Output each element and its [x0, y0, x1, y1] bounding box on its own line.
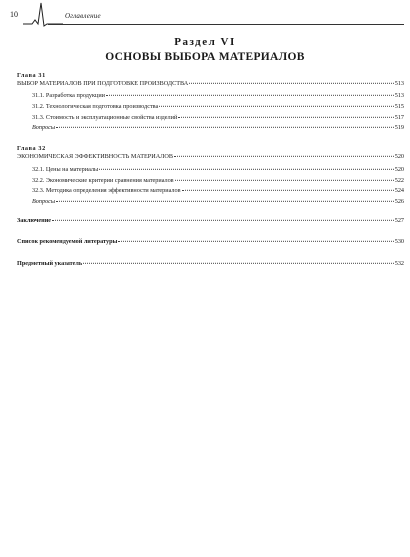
toc-page-number: 519 [394, 124, 404, 131]
toc-item[interactable] [32, 166, 404, 174]
toc-item-title: 32.3. Методика определения эффективности материалов [32, 187, 181, 194]
toc-item-title: 32.2. Экономические критерии сравнения материалов [32, 177, 174, 184]
toc-item-title: Вопросы [32, 124, 56, 131]
dot-leader [159, 106, 393, 107]
toc-page-number: 526 [394, 198, 404, 205]
toc-item-title: Список рекомендуемой литературы [17, 238, 118, 245]
dot-leader [182, 190, 394, 191]
toc-back-matter-entry[interactable] [17, 238, 404, 246]
toc-item-title: Предметный указатель [17, 260, 83, 267]
toc-chapter-title: ЭКОНОМИЧЕСКАЯ ЭФФЕКТИВНОСТЬ МАТЕРИАЛОВ [17, 153, 173, 160]
toc-page-number: 532 [394, 260, 404, 267]
toc-page-number: 513 [394, 92, 404, 99]
toc-back-matter-entry[interactable] [17, 217, 404, 225]
toc-page-number: 515 [394, 103, 404, 110]
toc-item[interactable] [32, 114, 404, 122]
toc-item[interactable] [32, 198, 404, 206]
toc-item[interactable] [32, 103, 404, 111]
dot-leader [178, 117, 393, 118]
toc-page-number: 517 [394, 114, 404, 121]
chapter-label: Глава 32 [17, 145, 46, 152]
dot-leader [83, 263, 394, 264]
toc-item-title: 32.1. Цены на материалы [32, 166, 99, 173]
toc-page-number: 513 [394, 80, 404, 87]
toc-page-number: 520 [394, 153, 404, 160]
toc-page-number: 522 [394, 177, 404, 184]
toc-back-matter-entry[interactable] [17, 260, 404, 268]
toc-chapter-title: ВЫБОР МАТЕРИАЛОВ ПРИ ПОДГОТОВКЕ ПРОИЗВОДСТВА [17, 80, 189, 87]
dot-leader [52, 220, 394, 221]
header-rule [48, 24, 404, 25]
toc-item[interactable] [32, 177, 404, 185]
dot-leader [56, 127, 394, 128]
toc-item-title: Вопросы [32, 198, 56, 205]
toc-page-number: 530 [394, 238, 404, 245]
toc-item-title: 31.3. Стоимость и эксплуатационные свойства изделий [32, 114, 178, 121]
page-number: 10 [10, 10, 18, 19]
toc-item-title: 31.2. Технологическая подготовка производства [32, 103, 159, 110]
dot-leader [189, 83, 393, 84]
toc-page-number: 527 [394, 217, 404, 224]
toc-item[interactable] [32, 124, 404, 132]
toc-item-title: 31.1. Разработка продукции [32, 92, 105, 99]
toc-page-number: 524 [394, 187, 404, 194]
dot-leader [106, 95, 394, 96]
dot-leader [118, 241, 393, 242]
toc-item[interactable] [32, 92, 404, 100]
section-title: ОСНОВЫ ВЫБОРА МАТЕРИАЛОВ [105, 51, 305, 63]
toc-page-number: 520 [394, 166, 404, 173]
toc-chapter-entry[interactable] [17, 80, 404, 88]
dot-leader [175, 180, 394, 181]
dot-leader [56, 201, 394, 202]
section-label: Раздел VI [174, 36, 236, 48]
dot-leader [174, 156, 394, 157]
toc-item-title: Заключение [17, 217, 52, 224]
toc-chapter-entry[interactable] [17, 153, 404, 161]
toc-item[interactable] [32, 187, 404, 195]
dot-leader [99, 169, 394, 170]
running-title: Оглавление [65, 12, 101, 20]
page-header [0, 0, 410, 28]
chapter-label: Глава 31 [17, 72, 46, 79]
